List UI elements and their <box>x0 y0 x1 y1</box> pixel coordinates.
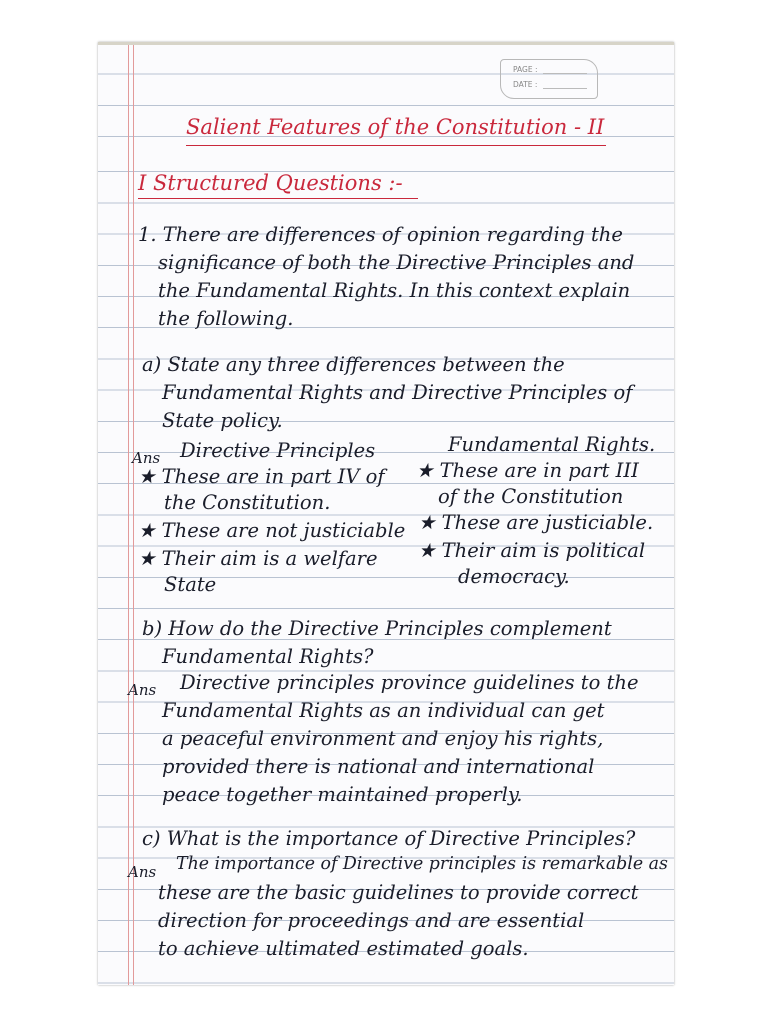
question-a-line: a) State any three differences between the <box>142 353 565 376</box>
intro-line: 1. There are differences of opinion regarding the <box>138 223 623 246</box>
col2-line: ★ These are in part III <box>416 459 639 482</box>
answer-c-line: these are the basic guidelines to provide correct <box>158 881 639 904</box>
question-c-line: c) What is the importance of Directive Principles? <box>142 827 636 850</box>
answer-b-line: peace together maintained properly. <box>162 783 523 806</box>
intro-line: the following. <box>158 307 294 330</box>
col1-line: ★ These are not justiciable <box>138 519 406 542</box>
col1-heading: Directive Principles <box>180 439 376 462</box>
col2-line: democracy. <box>458 565 570 588</box>
intro-line: significance of both the Directive Principles and <box>158 251 635 274</box>
section-heading: I Structured Questions :- <box>138 171 403 195</box>
notebook-page <box>98 42 674 985</box>
page-label: PAGE : <box>513 65 538 74</box>
title-underline <box>186 145 606 146</box>
answer-b-line: Fundamental Rights as an individual can get <box>162 699 605 722</box>
page-title: Salient Features of the Constitution - II <box>186 115 605 139</box>
col2-heading: Fundamental Rights. <box>448 433 656 456</box>
intro-line: the Fundamental Rights. In this context explain <box>158 279 631 302</box>
col1-line: ★ These are in part IV of <box>138 465 385 488</box>
answer-b-line: Directive principles province guidelines to the <box>180 671 639 694</box>
page-date-tag <box>500 59 598 99</box>
col2-line: ★ Their aim is political <box>418 539 646 562</box>
margin-line-right <box>133 45 134 985</box>
col2-line: of the Constitution <box>438 485 624 508</box>
col2-line: ★ These are justiciable. <box>418 511 654 534</box>
answer-c-line: to achieve ultimated estimated goals. <box>158 937 529 960</box>
answer-b-line: provided there is national and international <box>162 755 595 778</box>
question-b-line: b) How do the Directive Principles complement <box>142 617 612 640</box>
answer-label: Ans <box>132 449 161 467</box>
question-a-line: State policy. <box>162 409 283 432</box>
answer-c-line: direction for proceedings and are essential <box>158 909 585 932</box>
col1-line: State <box>164 573 217 596</box>
date-label: DATE : <box>513 80 538 89</box>
answer-b-line: a peaceful environment and enjoy his rights, <box>162 727 604 750</box>
margin-line-left <box>128 45 129 985</box>
question-b-line: Fundamental Rights? <box>162 645 374 668</box>
answer-label: Ans <box>128 863 157 881</box>
col1-line: ★ Their aim is a welfare <box>138 547 378 570</box>
question-a-line: Fundamental Rights and Directive Principles of <box>162 381 633 404</box>
section-underline <box>138 198 418 199</box>
col1-line: the Constitution. <box>164 491 331 514</box>
answer-label: Ans <box>128 681 157 699</box>
answer-c-line: The importance of Directive principles is remarkable as <box>176 853 668 874</box>
